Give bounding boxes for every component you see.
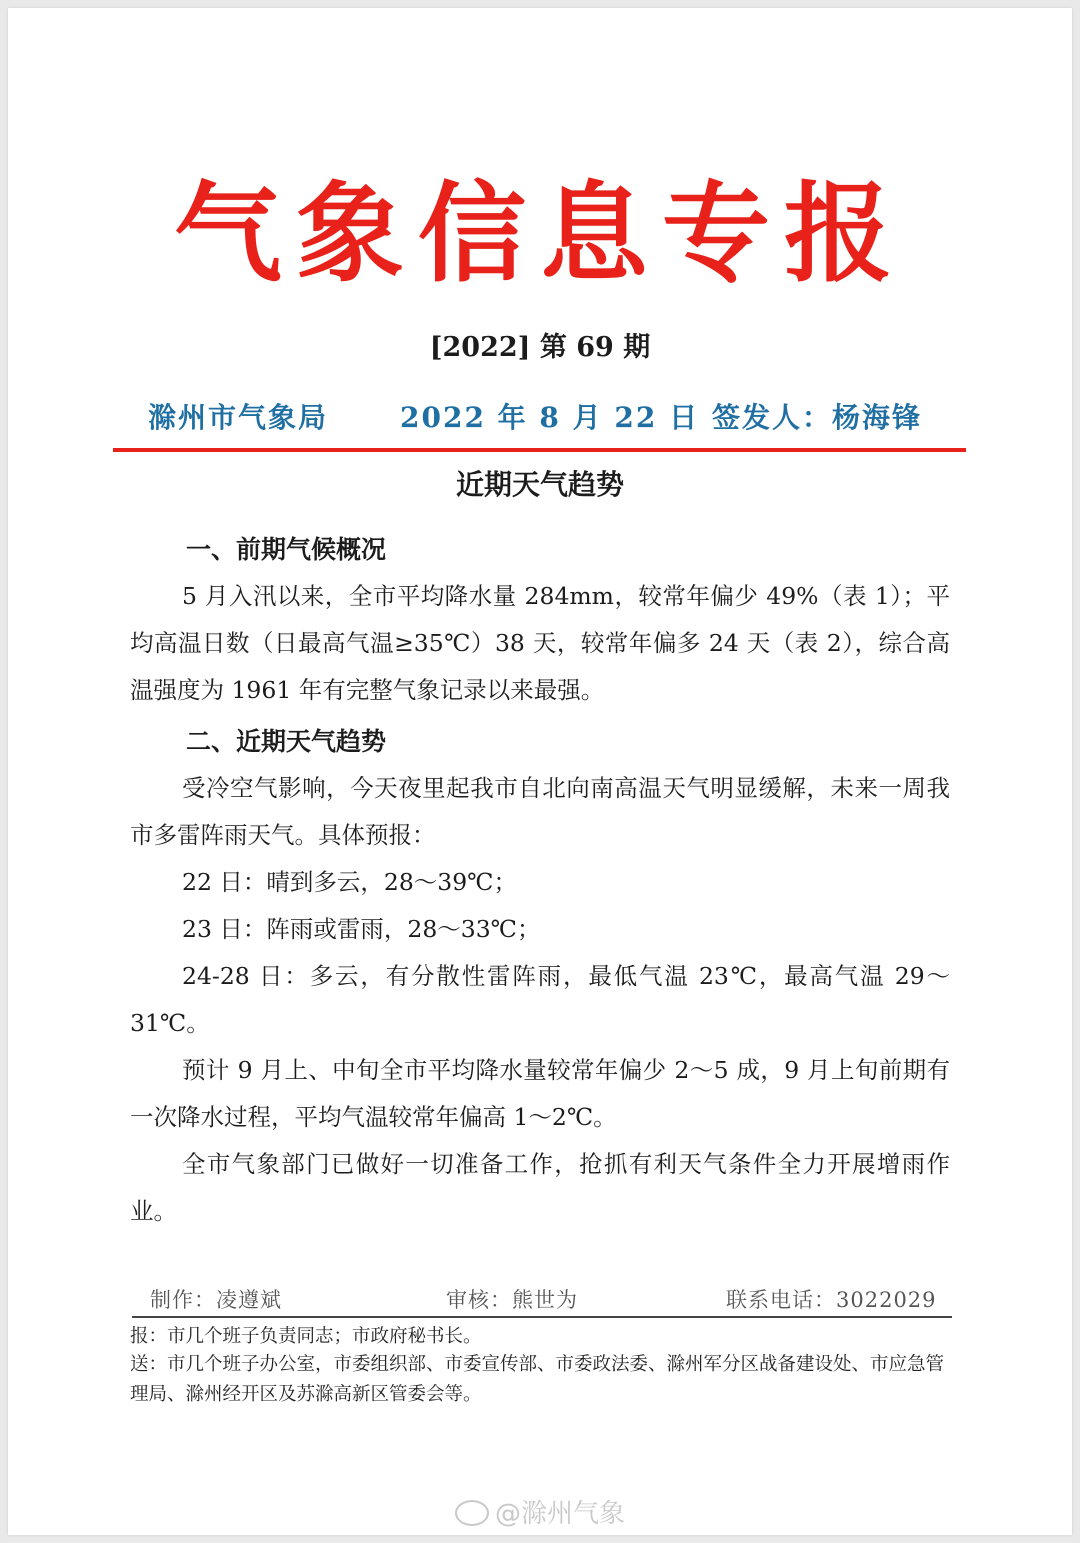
document-title: 近期天气趋势 xyxy=(455,468,624,501)
forecast-item: 22 日：晴到多云，28～39℃； xyxy=(182,868,517,896)
section-climate-overview xyxy=(130,526,950,714)
section-weather-trend xyxy=(130,718,950,1235)
watermark-text: @滁州气象 xyxy=(494,1499,625,1529)
issue-date: 2022 年 8 月 22 日 xyxy=(400,401,700,434)
issue-number: [2022] 第 69 期 xyxy=(429,332,651,363)
masthead-title: 气象信息专报 xyxy=(173,172,906,297)
issuing-agency: 滁州市气象局 xyxy=(148,401,329,434)
signer: 签发人：杨海锋 xyxy=(712,401,923,434)
watermark xyxy=(0,1496,1080,1532)
footer-maker: 制作：凌遵斌 xyxy=(150,1288,282,1312)
header-divider xyxy=(113,448,966,452)
footer-divider xyxy=(132,1316,952,1318)
forecast-item: 24-28 日：多云，有分散性雷阵雨，最低气温 23℃，最高气温 29～31℃。 xyxy=(130,962,950,1037)
distribution-send: 送：市几个班子办公室，市委组织部、市委宣传部、市委政法委、滁州军分区战备建设处、市应急管理局、滁州经开区及苏滁高新区管委会等。 xyxy=(130,1354,945,1405)
distribution-report: 报：市几个班子负责同志；市政府秘书长。 xyxy=(130,1326,482,1347)
weibo-icon xyxy=(455,1500,489,1526)
section-heading: 一、前期气候概况 xyxy=(186,535,387,564)
section-heading: 二、近期天气趋势 xyxy=(186,727,387,756)
paragraph: 5 月入汛以来，全市平均降水量 284mm，较常年偏少 49%（表 1）；平均高温日数（日最高气温≥35℃）38 天，较常年偏多 24 天（表 2），综合高温强度为 1961 年有完整气象记录以来最强。 xyxy=(130,582,950,704)
paragraph: 预计 9 月上、中旬全市平均降水量较常年偏少 2～5 成，9 月上旬前期有一次降水过程，平均气温较常年偏高 1～2℃。 xyxy=(130,1056,950,1131)
paragraph: 受冷空气影响，今天夜里起我市自北向南高温天气明显缓解，未来一周我市多雷阵雨天气。具体预报： xyxy=(130,774,950,849)
footer-reviewer: 审核：熊世为 xyxy=(446,1288,578,1312)
forecast-item: 23 日：阵雨或雷雨，28～33℃； xyxy=(182,915,541,943)
paragraph: 全市气象部门已做好一切准备工作，抢抓有利天气条件全力开展增雨作业。 xyxy=(130,1150,950,1225)
footer-phone: 联系电话：3022029 xyxy=(726,1288,937,1312)
